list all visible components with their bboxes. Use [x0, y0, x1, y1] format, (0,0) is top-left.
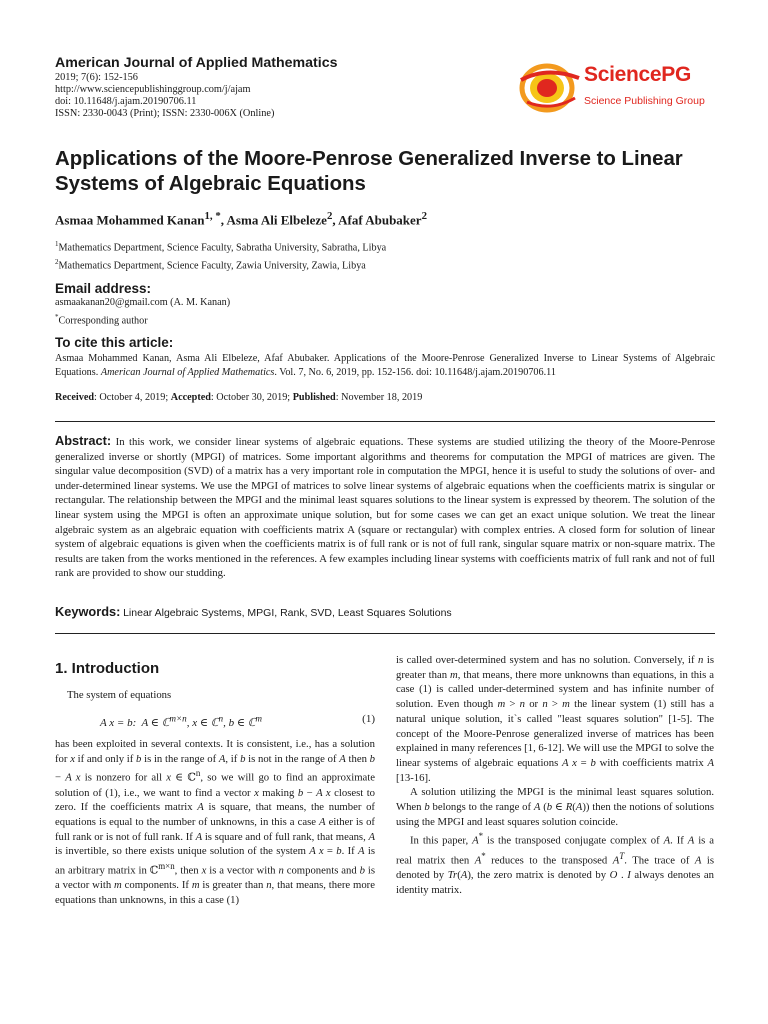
- intro-line: The system of equations: [67, 689, 172, 701]
- paper-title: Applications of the Moore-Penrose Generalized Inverse to Linear Systems of Algebraic Equations: [55, 148, 683, 195]
- email-heading: Email address:: [55, 281, 152, 296]
- right-paragraph-1: is called over-determined system and has no solution. Conversely, if n is greater than m, that means, there more unknowns than equations, in this a case (1) is called under-determined system and has infinite number of solution. Even though m > n or n > m the linear system (1) still has a natural unique solution, it`s called "least squares solution" [1-5]. The concept of the Moore-Penrose generalized inverse of matrices has been explained in many references [1, 6-12]. We will use the MPGI to solve the linear systems of algebraic equations A x = b with coefficients matrix A [13-16].: [396, 654, 715, 784]
- corresponding-note: *Corresponding author: [55, 313, 148, 327]
- abstract-label: Abstract:: [55, 433, 112, 448]
- journal-url[interactable]: http://www.sciencepublishinggroup.com/j/ajam: [55, 84, 251, 95]
- right-paragraph-3: In this paper, A* is the transposed conjugate complex of A. If A is a real matrix then A* reduces to the transposed $A^T$. The trace of A is denoted by Tr(A), the zero matrix is denoted by O . I always denotes an identity matrix.: [396, 831, 714, 896]
- equation-1: A x = b: A ∈ ℂ$^{m\times n}$, x ∈ ℂ$^n$, b ∈ ℂ$^m$ (1): [100, 713, 375, 729]
- equation-number: (1): [362, 713, 375, 725]
- divider-top: [55, 421, 715, 422]
- keywords-text: Linear Algebraic Systems, MPGI, Rank, SVD, Least Squares Solutions: [123, 607, 452, 619]
- affiliation-1: $^1$Mathematics Department, Science Faculty, Sabratha University, Sabratha, Libya: [55, 240, 387, 254]
- divider-bottom: [55, 633, 715, 634]
- sciencepg-logo-icon: [517, 60, 583, 114]
- abstract: [55, 434, 715, 581]
- email-address[interactable]: asmaakanan20@gmail.com (A. M. Kanan): [55, 297, 231, 308]
- cite-heading: To cite this article:: [55, 335, 174, 350]
- left-column-paragraph: has been exploited in several contexts. It is consistent, i.e., has a solution for x if and only if b is in the range of A, if b is not in the range of A then b − A x is nonzero for all x ∈ ℂ$^n$, so we will go to find an approximate solution of (1), i.e., we want to find a vector x making b − A x closest to zero. If the coefficients matrix A is square, that means, the number of equations is equal to the number of unknowns, in this a case A either is of full rank or is not of full rank. If A is square and of full rank, that means, A is invertible, so there exists unique solution of the system A x = b. If A is an arbitrary matrix in ℂ$^{m\times n}$, then x is a vector with n components and b is a vector with m components. If m is greater than n, that means, there more equations than unknowns, in this a case (1): [55, 738, 376, 907]
- keywords-label: Keywords:: [55, 604, 121, 619]
- right-paragraph-2: A solution utilizing the MPGI is the minimal least squares solution. When b belongs to the range of A (b ∈ R(A)) then the notions of solutions using the MPGI and least squares solution coincide.: [396, 786, 714, 828]
- journal-title: American Journal of Applied Mathematics: [55, 55, 338, 71]
- journal-doi[interactable]: doi: 10.11648/j.ajam.20190706.11: [55, 96, 197, 107]
- authors: Asmaa Mohammed Kanan$^{1, *}$, Asma Ali Elbeleze$^2$, Afaf Abubaker$^2$: [55, 210, 427, 228]
- logo-subtitle: Science Publishing Group: [584, 95, 705, 107]
- volume-line: 2019; 7(6): 152-156: [55, 72, 138, 83]
- affiliation-2: $^2$Mathematics Department, Science Faculty, Zawia University, Zawia, Libya: [55, 258, 366, 272]
- citation-text: Asmaa Mohammed Kanan, Asma Ali Elbeleze, Afaf Abubaker. Applications of the Moore-Penrose Generalized Inverse to Linear Systems of Algebraic Equations. American Journal of Applied Mathematics. Vol. 7, No. 6, 2019, pp. 152-156. doi: 10.11648/j.ajam.20190706.11: [55, 353, 715, 378]
- issn-line: ISSN: 2330-0043 (Print); ISSN: 2330-006X (Online): [55, 108, 275, 119]
- keywords: [55, 604, 452, 619]
- right-column: [396, 653, 714, 897]
- publication-dates: Received: October 4, 2019; Accepted: October 30, 2019; Published: November 18, 2019: [55, 392, 423, 403]
- abstract-text: In this work, we consider linear systems of algebraic equations. These systems are studied utilizing the theory of the Moore-Penrose generalized inverse or shortly (MPGI) of matrices. Some important algorithms and theorems for computation the MPGI of matrices are given. The singular value decomposition (SVD) of a matrix has a very important role in computation the MPGI, hence it is useful to study the solutions of over- and under-determined linear systems. We use the MPGI of matrices to solve linear systems of algebraic equations when the coefficients matrix is singular or rectangular. The relationship between the MPGI and the minimal least squares solutions to the linear system is expressed by theorem. The solution of the linear system using the MPGI is often an approximate unique solution, but for some cases we can get an exact unique solution. We treat the linear algebraic system as an algebraic equation with coefficients matrix A (square or rectangular) with complex entries. A closed form for solution of linear system of algebraic equations is given when the coefficients matrix is of full rank or is not of full rank, singular square matrix or non-square matrix. The results are taken from the works mentioned in the references. A few examples including linear systems with coefficients matrix of full rank and not of full rank are provided to show our studding.: [55, 436, 715, 580]
- logo-name: SciencePG: [584, 63, 692, 86]
- section-heading: 1. Introduction: [55, 660, 160, 677]
